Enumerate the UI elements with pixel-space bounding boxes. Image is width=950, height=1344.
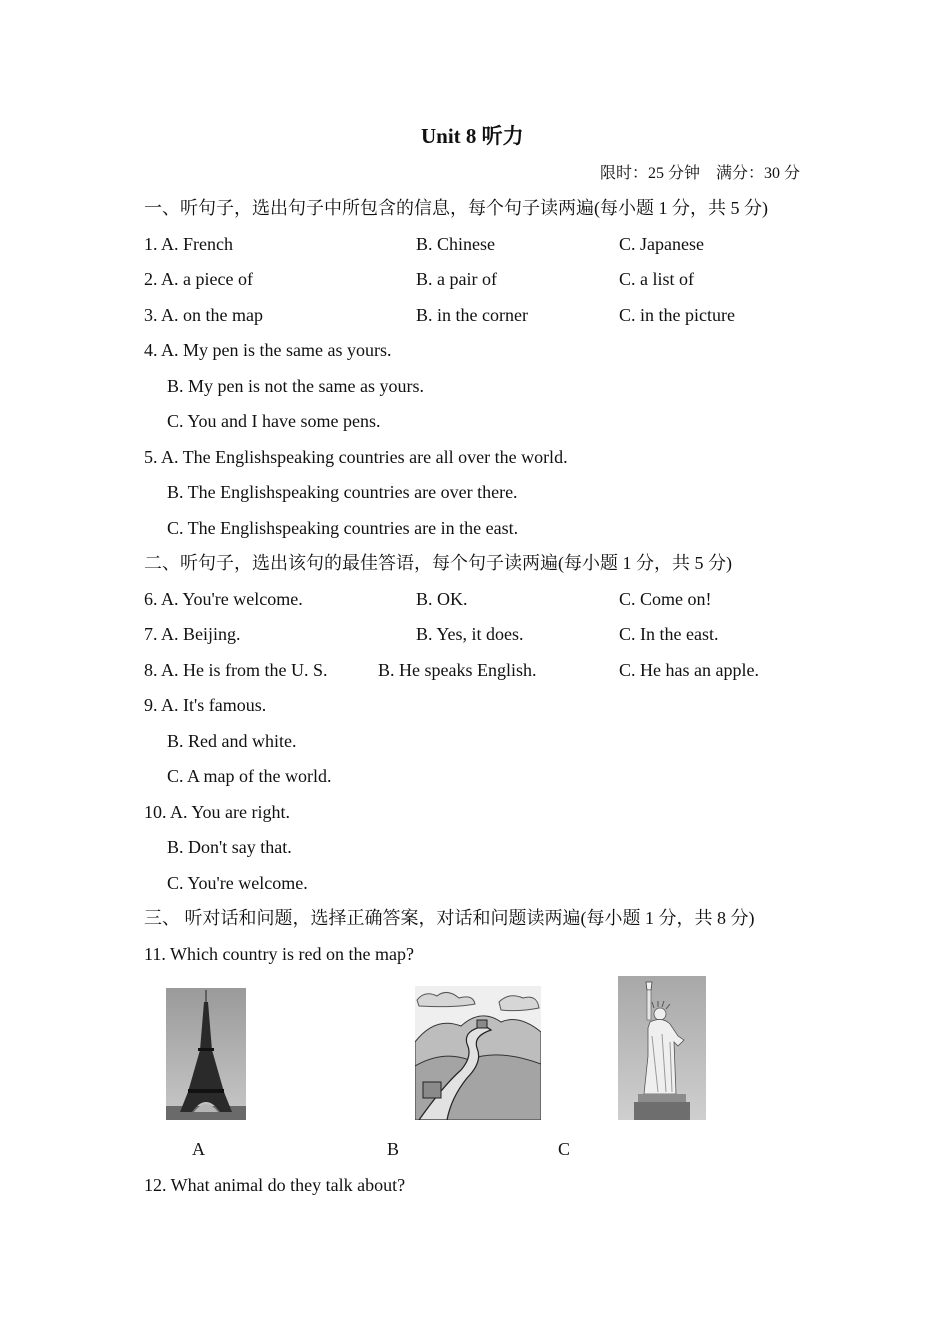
section-3-heading: 三、 听对话和问题，选择正确答案，对话和问题读两遍(每小题 1 分，共 8 分): [144, 908, 755, 928]
q6-option-a: 6. A. You're welcome.: [144, 589, 303, 609]
q10-option-c: C. You're welcome.: [167, 873, 308, 893]
section-2-heading: 二、听句子，选出该句的最佳答语，每个句子读两遍(每小题 1 分，共 5 分): [144, 553, 732, 573]
q2-option-c: C. a list of: [619, 269, 694, 289]
q4-option-a: 4. A. My pen is the same as yours.: [144, 340, 392, 360]
q3-option-c: C. in the picture: [619, 305, 735, 325]
great-wall-picture: [415, 986, 541, 1120]
statue-of-liberty-picture: [618, 976, 706, 1120]
q3-option-b: B. in the corner: [416, 305, 528, 325]
q1-option-a: 1. A. French: [144, 234, 233, 254]
picture-label-c: C: [558, 1139, 571, 1159]
q5-option-b: B. The Englishspeaking countries are over there.: [167, 482, 518, 502]
q8-option-b: B. He speaks English.: [378, 660, 537, 680]
q8-option-a: 8. A. He is from the U. S.: [144, 660, 328, 680]
q6-option-b: B. OK.: [416, 589, 468, 609]
q9-option-c: C. A map of the world.: [167, 766, 332, 786]
time-score-info: 限时：25 分钟 满分：30 分: [600, 165, 801, 182]
q7-option-c: C. In the east.: [619, 624, 719, 644]
q5-option-a: 5. A. The Englishspeaking countries are all over the world.: [144, 447, 568, 467]
q3-option-a: 3. A. on the map: [144, 305, 263, 325]
q6-option-c: C. Come on!: [619, 589, 712, 609]
q4-option-b: B. My pen is not the same as yours.: [167, 376, 424, 396]
q8-option-c: C. He has an apple.: [619, 660, 759, 680]
q10-option-b: B. Don't say that.: [167, 837, 292, 857]
q1-option-c: C. Japanese: [619, 234, 704, 254]
q11-question: 11. Which country is red on the map?: [144, 944, 414, 964]
q12-question: 12. What animal do they talk about?: [144, 1175, 406, 1195]
q9-option-b: B. Red and white.: [167, 731, 297, 751]
q7-option-b: B. Yes, it does.: [416, 624, 524, 644]
picture-label-a: A: [192, 1139, 205, 1159]
eiffel-tower-picture: [166, 988, 246, 1120]
section-1-heading: 一、听句子，选出句子中所包含的信息，每个句子读两遍(每小题 1 分，共 5 分): [144, 198, 768, 218]
q5-option-c: C. The Englishspeaking countries are in the east.: [167, 518, 519, 538]
q4-option-c: C. You and I have some pens.: [167, 411, 381, 431]
picture-label-b: B: [387, 1139, 400, 1159]
page-title: Unit 8 听力: [421, 124, 524, 148]
q10-option-a: 10. A. You are right.: [144, 802, 291, 822]
q9-option-a: 9. A. It's famous.: [144, 695, 267, 715]
q2-option-a: 2. A. a piece of: [144, 269, 253, 289]
q2-option-b: B. a pair of: [416, 269, 497, 289]
q7-option-a: 7. A. Beijing.: [144, 624, 241, 644]
q1-option-b: B. Chinese: [416, 234, 495, 254]
